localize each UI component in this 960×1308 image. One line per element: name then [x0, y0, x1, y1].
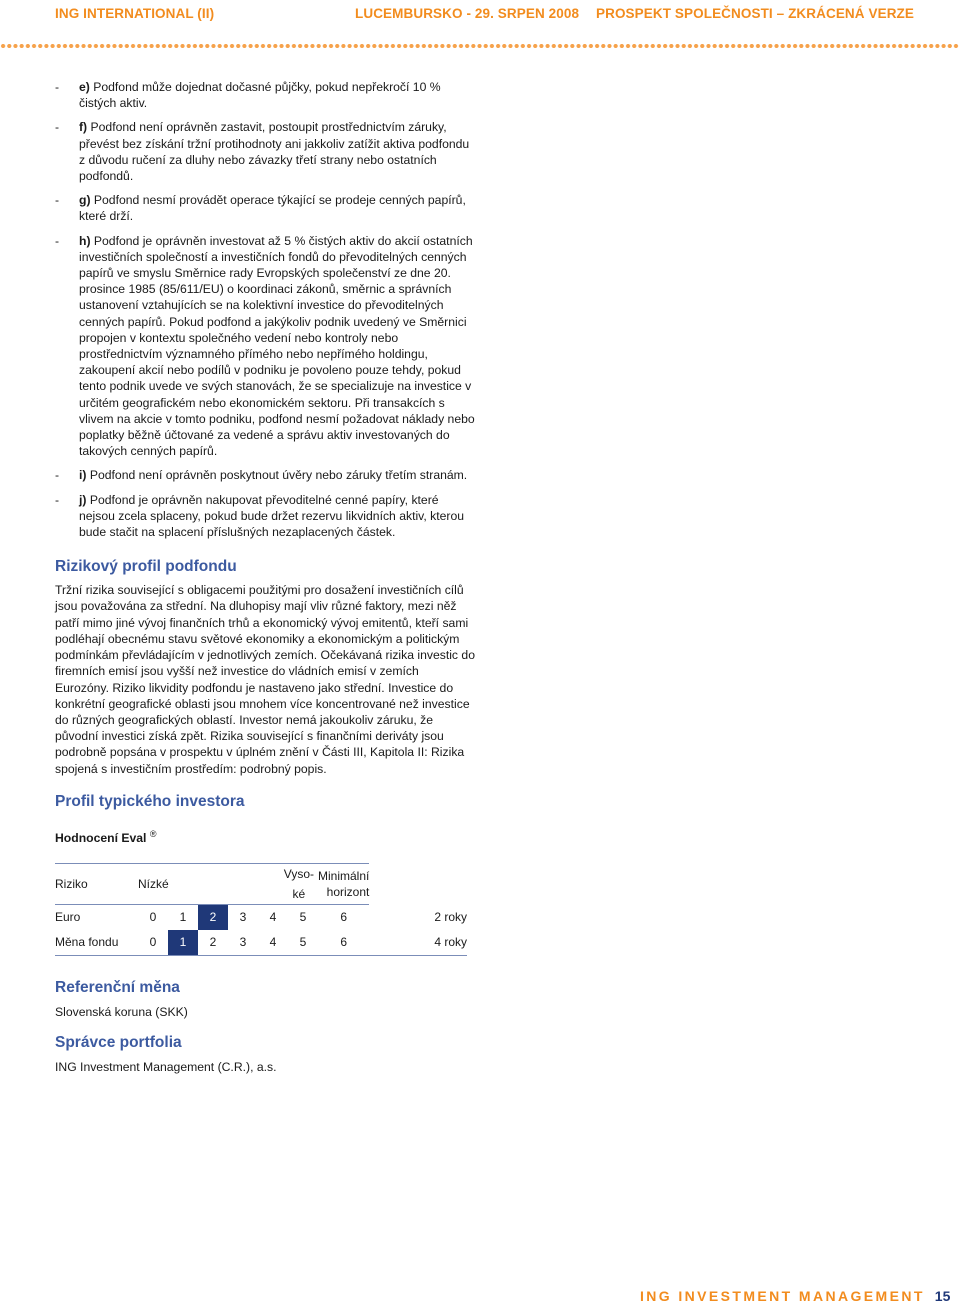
- registered-mark: ®: [149, 828, 157, 839]
- page-footer: [640, 1288, 950, 1304]
- col-horizon: Minimální horizont: [318, 863, 369, 904]
- risk-table: [55, 863, 467, 956]
- risk-table-header: [55, 863, 467, 904]
- scale-cell: 5: [299, 910, 307, 925]
- item-dash: -: [55, 120, 60, 135]
- row-horizon: 2 roky: [434, 910, 467, 925]
- eval-label-text: Hodnocení Eval: [55, 830, 147, 845]
- item-label: e): [79, 80, 90, 94]
- row-name: Měna fondu: [55, 930, 138, 956]
- dotted-divider: [0, 43, 960, 49]
- portfolio-manager-heading: Správce portfolia: [55, 1034, 182, 1052]
- scale-cell: 3: [228, 930, 258, 956]
- scale-cell: 6: [318, 930, 369, 956]
- scale-cell: 2: [198, 930, 228, 956]
- scale-cell: 5: [288, 930, 318, 956]
- scale-cell: 1: [179, 910, 187, 925]
- page-number: 15: [934, 1288, 951, 1304]
- table-row: [55, 930, 467, 956]
- item-label: f): [79, 120, 88, 135]
- item-dash: -: [55, 468, 60, 483]
- item-dash: -: [55, 492, 60, 507]
- scale-cell: 4: [258, 930, 288, 956]
- item-text: Podfond je oprávněn nakupovat převoditelné cenné papíry, které nejsou zcela splaceny, pokud bude držet rezervu likvidních aktiv, kterou bude stačit na splacení příslušných nezaplacených částek.: [79, 492, 465, 540]
- col-high-label: [284, 864, 314, 904]
- table-row: [55, 904, 467, 930]
- row-name: Euro: [55, 910, 81, 925]
- footer-brand: ING INVESTMENT MANAGEMENT: [640, 1288, 925, 1304]
- list-item-j: [55, 492, 475, 541]
- item-label: i): [79, 468, 87, 483]
- scale-cell: 6: [340, 910, 348, 925]
- list-item-h: [55, 233, 475, 460]
- scale-cell: 0: [149, 910, 157, 925]
- page-header: [0, 0, 960, 30]
- scale-cell-highlighted: 2: [198, 904, 228, 930]
- list-item-f: [55, 119, 475, 184]
- header-right: PROSPEKT SPOLEČNOSTI – ZKRÁCENÁ VERZE: [596, 6, 914, 21]
- col-high: [228, 863, 318, 904]
- item-text: Podfond není oprávněn poskytnout úvěry nebo záruky třetím stranám.: [86, 468, 468, 483]
- portfolio-manager-text: ING Investment Management (C.R.), a.s.: [55, 1060, 277, 1075]
- header-left: ING INTERNATIONAL (II): [55, 6, 215, 21]
- col-high-line2: ké: [292, 886, 306, 901]
- risk-profile-text: Tržní rizika související s obligacemi použitými pro dosažení investičních cílů jsou považována za střední. Na dluhopisy mají vliv různé faktory, mezi něž patří mimo jiné vývoj finančních trhů a ekonomický vývoj emitentů, kteří sami podléhají obecnému stavu světové ekonomiky a ekonomickým a politickým podmínkám převládajícím v jednotlivých zemích. Očekávaná rizika investic do firemních emisí jsou vyšší než investice do vládních emisí v zemích Eurozóny. Riziko likvidity podfondu je nastaveno jako střední. Investice do konkrétní geografické oblasti jsou mnohem více koncentrované než investice do různých geografických oblastí. Investor nemá jakoukoliv záruku, že původní investici získá zpět. Rizika související s finančními deriváty jsou podrobně popsána v prospektu v úplném znění v Části III, Kapitola II: Rizika spojená s investičním prostředím: podrobný popis.: [55, 583, 475, 776]
- item-text: Podfond nesmí provádět operace týkající se prodeje cenných papírů, které drží.: [79, 193, 466, 224]
- item-text: Podfond může dojednat dočasné půjčky, pokud nepřekročí 10 % čistých aktiv.: [79, 80, 441, 111]
- scale-cell-highlighted: 1: [168, 930, 198, 956]
- eval-label: [55, 826, 475, 846]
- item-dash: -: [55, 233, 60, 248]
- item-text: Podfond je oprávněn investovat až 5 % čistých aktiv do akcií ostatních investičních společností a investičních fondů do převoditelných cenných papírů ve smyslu Směrnice rady Evropských společenství ze dne 20. prosince 1985 (85/611/EU) o koordinaci zákonů, směrnic a správních ustanovení vztahujících se na kolektivní investice do převoditelných cenných papírů. Pokud podfond a jakýkoliv podnik uvedený ve Směrnici propojen v kontextu společného vedení nebo kontroly nebo prostřednictvím významného přímého nebo nepřímého holdingu, zakoupení akcií nebo podílů v podniku je povoleno pouze tehdy, pokud tento podnik uvede ve svých stanovách, že se specializuje na investice v určitém geografickém nebo ekonomickém sektoru. Při transakcích s vlivem na akcie v tomto podniku, podfond nesmí požadovat náklady nebo poplatky běžně účtované za vedené a správu aktiv investovaných do takových cenných papírů.: [79, 233, 475, 459]
- reference-currency-heading: Referenční měna: [55, 978, 180, 996]
- item-dash: -: [55, 193, 60, 208]
- list-item-e: [55, 79, 475, 111]
- list-item-i: [55, 467, 475, 483]
- investor-profile-heading: Profil typického investora: [55, 792, 245, 810]
- scale-cell: 0: [138, 930, 168, 956]
- scale-cell: 4: [269, 910, 277, 925]
- col-low: Nízké: [138, 863, 228, 904]
- item-label: g): [79, 193, 91, 208]
- reference-currency-text: Slovenská koruna (SKK): [55, 1004, 188, 1019]
- scale-cell: 3: [239, 910, 247, 925]
- item-dash: -: [55, 80, 60, 94]
- item-label: j): [79, 492, 87, 507]
- risk-profile-heading: Rizikový profil podfondu: [55, 558, 237, 576]
- row-horizon: 4 roky: [369, 930, 467, 956]
- col-risk: Riziko: [55, 863, 138, 904]
- item-text: Podfond není oprávněn zastavit, postoupit prostřednictvím záruky, převést bez získání tržní protihodnoty ani jakkoliv zatížit aktiva podfondu z důvodu ručení za dluhy nebo závazky třetí strany nebo ostatních podfondů.: [79, 120, 470, 184]
- item-label: h): [79, 233, 91, 248]
- main-content: [55, 79, 475, 1075]
- list-item-g: [55, 192, 475, 224]
- col-high-line1: Vyso-: [283, 866, 314, 881]
- header-middle: LUCEMBURSKO - 29. SRPEN 2008: [355, 6, 580, 21]
